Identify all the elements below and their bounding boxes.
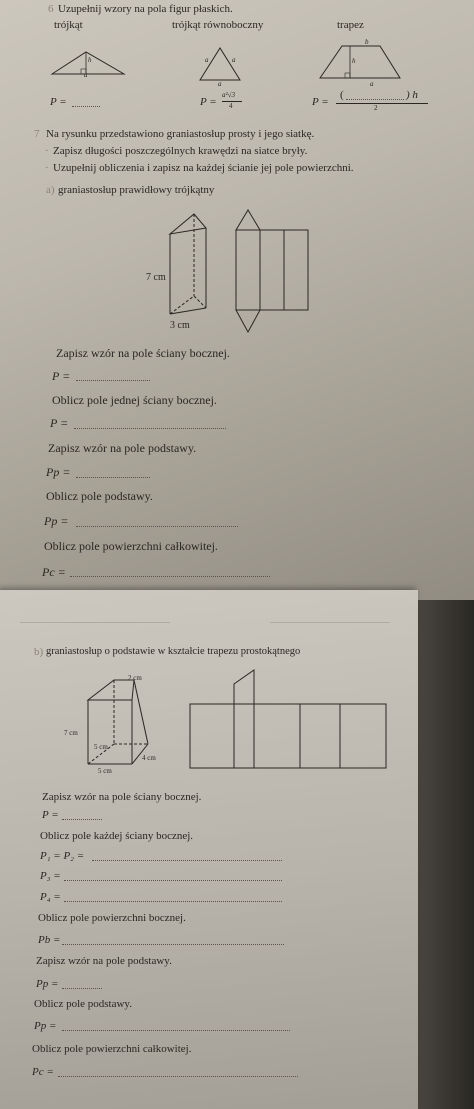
triangle-formula-line[interactable] — [72, 106, 100, 107]
part-a-step1-answer-prefix: P = — [52, 369, 71, 383]
trapezoid-fraction-bar — [336, 103, 428, 104]
trapezoid-a-label: a — [370, 80, 374, 88]
task6-instruction: Uzupełnij wzory na pola figur płaskich. — [58, 3, 233, 15]
trapezoid-formula-close: ) h — [406, 89, 418, 101]
equilateral-a-left: a — [205, 56, 209, 64]
equilateral-triangle-figure — [198, 44, 244, 84]
trapezoid-figure — [318, 42, 404, 82]
part-b-step2-prompt: Oblicz pole każdej ściany bocznej. — [40, 830, 194, 842]
task7-bullet-1: Zapisz długości poszczególnych krawędzi na siatce bryły. — [53, 145, 308, 157]
part-b-step2-answer1-prefix: P₁ = P₂ = — [40, 850, 85, 862]
triangle-formula-prefix: P = — [50, 96, 67, 108]
trapezoid-prism-side-label: 4 cm — [142, 754, 156, 762]
triangular-prism-figure — [164, 210, 214, 322]
part-a-step1-answer-line[interactable] — [76, 380, 150, 381]
part-a-step5-answer-line[interactable] — [70, 576, 270, 577]
part-a-step3-answer-prefix: Pp = — [46, 465, 71, 479]
part-a-step3-prompt: Zapisz wzór na pole podstawy. — [48, 441, 197, 455]
equilateral-formula-prefix: P = — [200, 96, 217, 108]
shape-label-trapezoid: trapez — [337, 19, 364, 31]
prism-base-label: 3 cm — [170, 320, 190, 331]
part-a-letter: a) — [46, 184, 55, 196]
shape-label-triangle: trójkąt — [54, 19, 83, 31]
part-b-step5-prompt: Oblicz pole podstawy. — [34, 998, 132, 1010]
task7-instruction: Na rysunku przedstawiono graniastosłup prosty i jego siatkę. — [46, 128, 315, 140]
background-shadow — [418, 600, 474, 1109]
trapezoid-prism-inner-label: 5 cm — [94, 743, 108, 751]
part-b-step4-answer-line[interactable] — [62, 988, 102, 989]
part-a-step1-prompt: Zapisz wzór na pole ściany bocznej. — [56, 346, 230, 360]
part-b-step4-answer-prefix: Pp = — [36, 978, 59, 990]
part-b-title: graniastosłup o podstawie w kształcie trapezu prostokątnego — [46, 646, 301, 657]
triangular-prism-net — [232, 208, 312, 336]
trapezoid-formula-prefix: P = — [312, 96, 329, 108]
trapezoid-formula-open: ( — [340, 89, 344, 101]
equilateral-formula-numerator: a²√3 — [222, 91, 235, 99]
part-a-step2-answer-line[interactable] — [74, 428, 226, 429]
part-b-step2-answer3-line[interactable] — [64, 901, 282, 902]
task7-bullet-2: Uzupełnij obliczenia i zapisz na każdej ścianie jej pole powierzchni. — [53, 162, 354, 174]
trapezoid-formula-line[interactable] — [346, 99, 404, 100]
equilateral-a-bottom: a — [218, 80, 222, 88]
trapezoid-prism-net — [188, 668, 388, 772]
part-a-step5-prompt: Oblicz pole powierzchni całkowitej. — [44, 539, 218, 553]
triangle-figure — [50, 48, 130, 82]
trapezoid-prism-bottom-label: 5 cm — [98, 767, 112, 775]
part-b-step3-answer-prefix: Pb = — [38, 934, 61, 946]
prism-height-label: 7 cm — [146, 272, 166, 283]
equilateral-formula-denominator: 4 — [229, 102, 233, 110]
part-b-step1-answer-prefix: P = — [42, 809, 59, 821]
task6-number: 6 — [48, 3, 54, 15]
part-a-step2-answer-prefix: P = — [50, 416, 69, 430]
trapezoid-formula-denominator: 2 — [374, 104, 378, 112]
part-a-step4-answer-line[interactable] — [76, 526, 238, 527]
part-b-step3-prompt: Oblicz pole powierzchni bocznej. — [38, 912, 186, 924]
part-a-step4-prompt: Oblicz pole podstawy. — [46, 489, 153, 503]
part-a-title: graniastosłup prawidłowy trójkątny — [58, 184, 215, 196]
part-b-step6-prompt: Oblicz pole powierzchni całkowitej. — [32, 1043, 192, 1055]
part-b-step2-answer1-line[interactable] — [92, 860, 282, 861]
part-b-step5-answer-prefix: Pp = — [34, 1020, 57, 1032]
part-b-step3-answer-line[interactable] — [62, 944, 284, 945]
trapezoid-b-label: b — [365, 38, 369, 46]
part-b-step5-answer-line[interactable] — [62, 1030, 290, 1031]
trapezoid-h-label: h — [352, 57, 356, 65]
part-a-step4-answer-prefix: Pp = — [44, 514, 69, 528]
part-b-step2-answer3-prefix: P₄ = — [40, 891, 61, 903]
triangle-h-label: h — [88, 56, 92, 64]
shape-label-equilateral: trójkąt równoboczny — [172, 19, 264, 31]
part-b-step1-answer-line[interactable] — [62, 819, 102, 820]
part-b-step4-prompt: Zapisz wzór na pole podstawy. — [36, 955, 172, 967]
part-b-step6-answer-prefix: Pc = — [32, 1066, 54, 1078]
part-b-step2-answer2-prefix: P₃ = — [40, 870, 61, 882]
triangle-a-label: a — [84, 71, 88, 79]
part-a-step3-answer-line[interactable] — [76, 477, 150, 478]
part-b-letter: b) — [34, 646, 44, 658]
task7-number: 7 — [34, 128, 40, 140]
part-b-step1-prompt: Zapisz wzór na pole ściany bocznej. — [42, 791, 202, 803]
faint-header-strip — [20, 620, 400, 625]
part-a-step5-answer-prefix: Pc = — [42, 565, 66, 579]
part-a-step2-prompt: Oblicz pole jednej ściany bocznej. — [52, 393, 217, 407]
trapezoid-prism-top-label: 2 cm — [128, 674, 142, 682]
part-b-step2-answer2-line[interactable] — [64, 880, 282, 881]
part-b-step6-answer-line[interactable] — [58, 1076, 298, 1077]
trapezoid-prism-height-label: 7 cm — [64, 729, 78, 737]
equilateral-a-right: a — [232, 56, 236, 64]
